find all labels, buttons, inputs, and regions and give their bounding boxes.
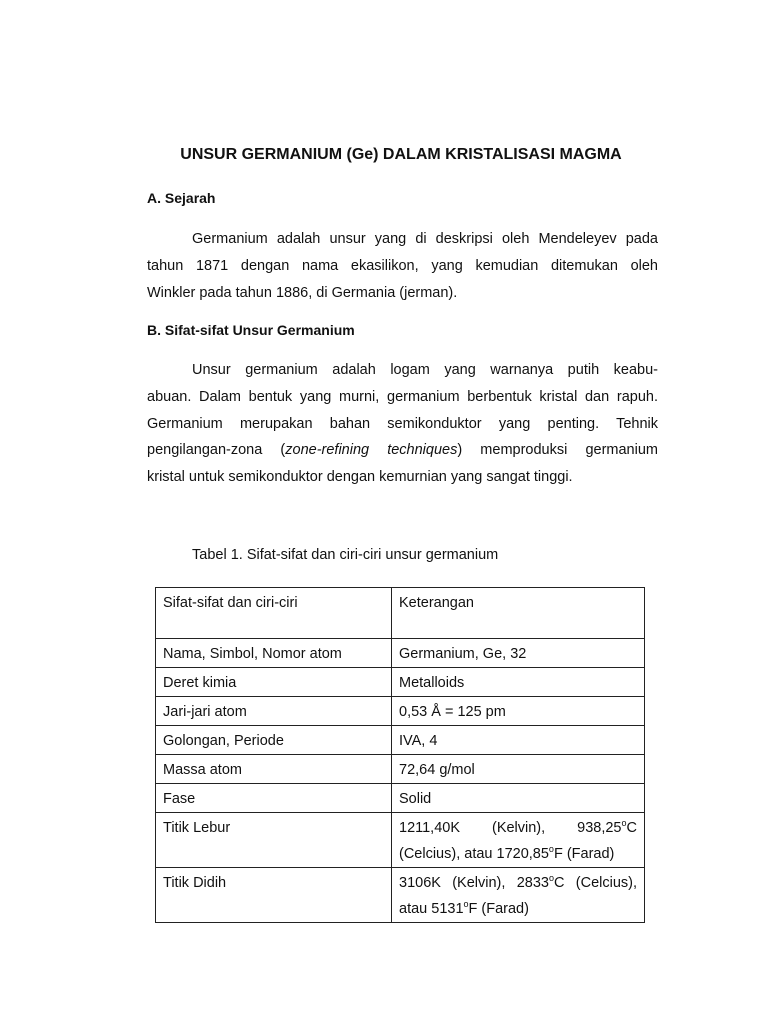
section-b-heading: B. Sifat-sifat Unsur Germanium	[147, 322, 355, 338]
property-cell: Fase	[156, 784, 392, 813]
table-row	[156, 726, 645, 755]
table-header-row	[156, 588, 645, 639]
property-cell: Massa atom	[156, 755, 392, 784]
table-row	[156, 813, 645, 868]
table-row	[156, 784, 645, 813]
paragraph-line: Unsur germanium adalah logam yang warnanya putih keabu-	[192, 362, 658, 378]
value-cell: 72,64 g/mol	[392, 755, 645, 784]
table-row	[156, 639, 645, 668]
paragraph-line: Winkler pada tahun 1886, di Germania (jerman).	[147, 284, 458, 301]
properties-table	[155, 587, 645, 923]
table-row	[156, 668, 645, 697]
property-cell: Jari-jari atom	[156, 697, 392, 726]
property-cell: Titik Lebur	[156, 813, 392, 868]
property-cell: Nama, Simbol, Nomor atom	[156, 639, 392, 668]
value-cell: IVA, 4	[392, 726, 645, 755]
paragraph-line: tahun 1871 dengan nama ekasilikon, yang kemudian ditemukan oleh	[147, 257, 658, 274]
paragraph-line: abuan. Dalam bentuk yang murni, germanium berbentuk kristal dan rapuh.	[147, 388, 658, 405]
section-a-heading: A. Sejarah	[147, 190, 216, 206]
table-row	[156, 868, 645, 923]
property-cell: Titik Didih	[156, 868, 392, 923]
header-cell: Sifat-sifat dan ciri-ciri	[156, 588, 392, 639]
table-row	[156, 697, 645, 726]
value-cell: Germanium, Ge, 32	[392, 639, 645, 668]
value-cell: 1211,40K (Kelvin), 938,25$^o$C (Celcius), atau 1720,85$^o$F (Farad)	[392, 813, 645, 868]
value-cell: Metalloids	[392, 668, 645, 697]
section-a-paragraph	[147, 226, 658, 306]
table-row	[156, 755, 645, 784]
property-cell: Golongan, Periode	[156, 726, 392, 755]
property-cell: Deret kimia	[156, 668, 392, 697]
header-cell: Keterangan	[392, 588, 645, 639]
section-b-paragraph	[147, 357, 658, 491]
paragraph-line: kristal untuk semikonduktor dengan kemurnian yang sangat tinggi.	[147, 469, 573, 486]
document-title: UNSUR GERMANIUM (Ge) DALAM KRISTALISASI MAGMA	[180, 146, 622, 163]
paragraph-line: pengilangan-zona (zone-refining techniques) memproduksi germanium	[147, 442, 658, 459]
value-cell: 0,53 Å = 125 pm	[392, 697, 645, 726]
value-cell: 3106K (Kelvin), 2833$^o$C (Celcius), atau 5131$^o$F (Farad)	[392, 868, 645, 923]
paragraph-line: Germanium merupakan bahan semikonduktor yang penting. Tehnik	[147, 415, 658, 432]
paragraph-line: Germanium adalah unsur yang di deskripsi oleh Mendeleyev pada	[192, 231, 658, 247]
value-cell: Solid	[392, 784, 645, 813]
table-caption: Tabel 1. Sifat-sifat dan ciri-ciri unsur germanium	[192, 547, 499, 563]
italic-term: zone-refining techniques	[285, 442, 458, 459]
